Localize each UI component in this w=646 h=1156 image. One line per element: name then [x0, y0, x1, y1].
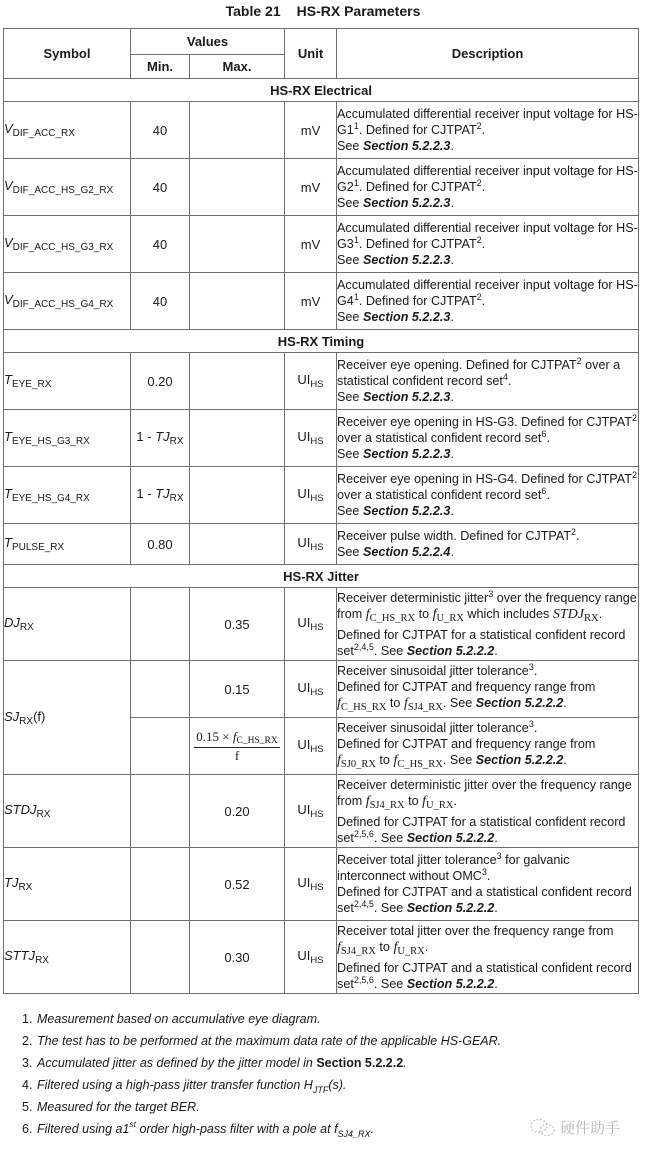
header-max: Max. [190, 55, 285, 79]
symbol-cell: $STDJ_{RX}$ [4, 775, 131, 848]
footnote-1: 1. Measurement based on accumulative eye diagram. [22, 1012, 321, 1026]
description-cell: Receiver eye opening. Defined for CJTPAT$^2$ over a statistical confident record set$^4$. See Section 5.2.2.3. [337, 353, 639, 410]
symbol-cell: $TJ_{RX}$ [4, 848, 131, 921]
table-row [4, 848, 639, 921]
min-cell: 40 [131, 102, 190, 159]
description-cell: Receiver sinusoidal jitter tolerance$^3$. Defined for CJTPAT and frequency range from $f_{C\_HS\_RX}$ to $f_{SJ4\_RX}$. See Section 5.2.2.2. [337, 661, 639, 718]
header-description: Description [337, 29, 639, 79]
table-row [4, 410, 639, 467]
unit-cell: $UI_{HS}$ [285, 524, 337, 565]
unit-cell: $UI_{HS}$ [285, 775, 337, 848]
unit-cell: $UI_{HS}$ [285, 588, 337, 661]
unit-cell: mV [285, 273, 337, 330]
footnote-4: 4. Filtered using a high-pass jitter transfer function $H_{JTF}(s)$. [22, 1078, 347, 1095]
unit-cell: $UI_{HS}$ [285, 661, 337, 718]
description-cell: Receiver total jitter over the frequency range from $f_{SJ4\_RX}$ to $f_{U\_RX}$. Defined for CJTPAT and a statistical confident record set$^{2,5,6}$. See Section 5.2.2.2. [337, 921, 639, 994]
description-cell: Receiver total jitter tolerance$^3$ for galvanic interconnect without OMC$^3$. Defined for CJTPAT and a statistical confident record set$^{2,4,5}$. See Section 5.2.2.2. [337, 848, 639, 921]
max-cell: 0.20 [190, 775, 285, 848]
max-cell: 0.35 [190, 588, 285, 661]
description-cell: Receiver eye opening in HS-G4. Defined for CJTPAT$^2$ over a statistical confident record set$^6$. See Section 5.2.2.3. [337, 467, 639, 524]
min-cell [131, 921, 190, 994]
max-cell [190, 216, 285, 273]
unit-cell: $UI_{HS}$ [285, 718, 337, 775]
description-cell: Receiver deterministic jitter$^3$ over the frequency range from $f_{C\_HS\_RX}$ to $f_{U\_RX}$ which includes $STDJ_{RX}$. Defined for CJTPAT for a statistical confident record set$^{2,4,5}$. See Section 5.2.2.2. [337, 588, 639, 661]
min-cell [131, 588, 190, 661]
min-cell: 0.80 [131, 524, 190, 565]
wechat-logo-icon [530, 1118, 556, 1138]
table-row [4, 524, 639, 565]
symbol-cell: $T_{EYE\_HS\_G4\_RX}$ [4, 467, 131, 524]
max-cell [190, 102, 285, 159]
description-cell: Accumulated differential receiver input voltage for $HS-G3^1$. Defined for CJTPAT$^2$. See Section 5.2.2.3. [337, 216, 639, 273]
symbol-cell: $T_{EYE\_RX}$ [4, 353, 131, 410]
table-title: Table 21 HS-RX Parameters [225, 3, 421, 19]
symbol-cell: $STTJ_{RX}$ [4, 921, 131, 994]
table-row [4, 775, 639, 848]
description-cell: Receiver pulse width. Defined for CJTPAT$^2$. See Section 5.2.2.4. [337, 524, 639, 565]
header-unit: Unit [285, 29, 337, 79]
unit-cell: mV [285, 159, 337, 216]
unit-cell: $UI_{HS}$ [285, 410, 337, 467]
footnote-5: 5. Measured for the target BER. [22, 1100, 200, 1114]
table-row [4, 216, 639, 273]
footnote-2: 2. The test has to be performed at the maximum data rate of the applicable HS-GEAR. [22, 1034, 502, 1048]
min-cell [131, 718, 190, 775]
section-electrical: HS-RX Electrical [4, 79, 639, 102]
hs-rx-parameters-table [3, 28, 639, 994]
min-cell [131, 848, 190, 921]
symbol-cell: $T_{PULSE\_RX}$ [4, 524, 131, 565]
max-cell [190, 353, 285, 410]
max-cell: 0.52 [190, 848, 285, 921]
symbol-cell: $V_{DIF\_ACC\_RX}$ [4, 102, 131, 159]
watermark [530, 1117, 620, 1138]
min-cell: $1 - TJ_{RX}$ [131, 467, 190, 524]
symbol-cell: $DJ_{RX}$ [4, 588, 131, 661]
unit-cell: $UI_{HS}$ [285, 353, 337, 410]
description-cell: Receiver sinusoidal jitter tolerance$^3$. Defined for CJTPAT and frequency range from $f_{SJ0\_RX}$ to $f_{C\_HS\_RX}$. See Section 5.2.2.2. [337, 718, 639, 775]
description-cell: Receiver deterministic jitter over the frequency range from $f_{SJ4\_RX}$ to $f_{U\_RX}$. Defined for CJTPAT for a statistical confident record set$^{2,5,6}$. See Section 5.2.2.2. [337, 775, 639, 848]
min-cell [131, 661, 190, 718]
max-cell [190, 410, 285, 467]
description-cell: Accumulated differential receiver input voltage for $HS-G2^1$. Defined for CJTPAT$^2$. See Section 5.2.2.3. [337, 159, 639, 216]
unit-cell: mV [285, 216, 337, 273]
min-cell: 40 [131, 216, 190, 273]
unit-cell: $UI_{HS}$ [285, 921, 337, 994]
max-cell: 0.15 [190, 661, 285, 718]
min-cell: 0.20 [131, 353, 190, 410]
min-cell: $1 - TJ_{RX}$ [131, 410, 190, 467]
section-jitter: HS-RX Jitter [4, 565, 639, 588]
header-symbol: Symbol [4, 29, 131, 79]
unit-cell: $UI_{HS}$ [285, 848, 337, 921]
description-cell: Accumulated differential receiver input voltage for $HS-G1^1$. Defined for CJTPAT$^2$. See Section 5.2.2.3. [337, 102, 639, 159]
max-cell [190, 467, 285, 524]
table-row [4, 921, 639, 994]
table-row [4, 159, 639, 216]
table-row [4, 273, 639, 330]
table-row [4, 102, 639, 159]
max-cell: 0.30 [190, 921, 285, 994]
footnote-3: 3. Accumulated jitter as defined by the jitter model in Section 5.2.2.2. [22, 1056, 407, 1070]
symbol-cell: $V_{DIF\_ACC\_HS\_G4\_RX}$ [4, 273, 131, 330]
table-row [4, 353, 639, 410]
table-row [4, 661, 639, 718]
unit-cell: mV [285, 102, 337, 159]
symbol-cell: $SJ_{RX}(f)$ [4, 661, 131, 775]
symbol-cell: $V_{DIF\_ACC\_HS\_G2\_RX}$ [4, 159, 131, 216]
table-row [4, 588, 639, 661]
max-cell [190, 273, 285, 330]
symbol-cell: $V_{DIF\_ACC\_HS\_G3\_RX}$ [4, 216, 131, 273]
footnote-6: 6. Filtered using a1st order high-pass filter with a pole at $f_{SJ4\_RX}$. [22, 1119, 375, 1139]
header-values: Values [131, 29, 285, 55]
unit-cell: $UI_{HS}$ [285, 467, 337, 524]
description-cell: Accumulated differential receiver input voltage for $HS-G4^1$. Defined for CJTPAT$^2$. See Section 5.2.2.3. [337, 273, 639, 330]
min-cell [131, 775, 190, 848]
watermark-text: 硬件助手 [560, 1120, 621, 1137]
header-min: Min. [131, 55, 190, 79]
description-cell: Receiver eye opening in HS-G3. Defined for CJTPAT$^2$ over a statistical confident record set$^6$. See Section 5.2.2.3. [337, 410, 639, 467]
max-cell [190, 718, 285, 775]
section-timing: HS-RX Timing [4, 330, 639, 353]
min-cell: 40 [131, 273, 190, 330]
table-row [4, 467, 639, 524]
max-cell [190, 159, 285, 216]
max-cell [190, 524, 285, 565]
formula-fraction: $\frac{0.15 \times f_{C\_HS\_RX}}{f}$ [196, 728, 278, 763]
symbol-cell: $T_{EYE\_HS\_G3\_RX}$ [4, 410, 131, 467]
min-cell: 40 [131, 159, 190, 216]
